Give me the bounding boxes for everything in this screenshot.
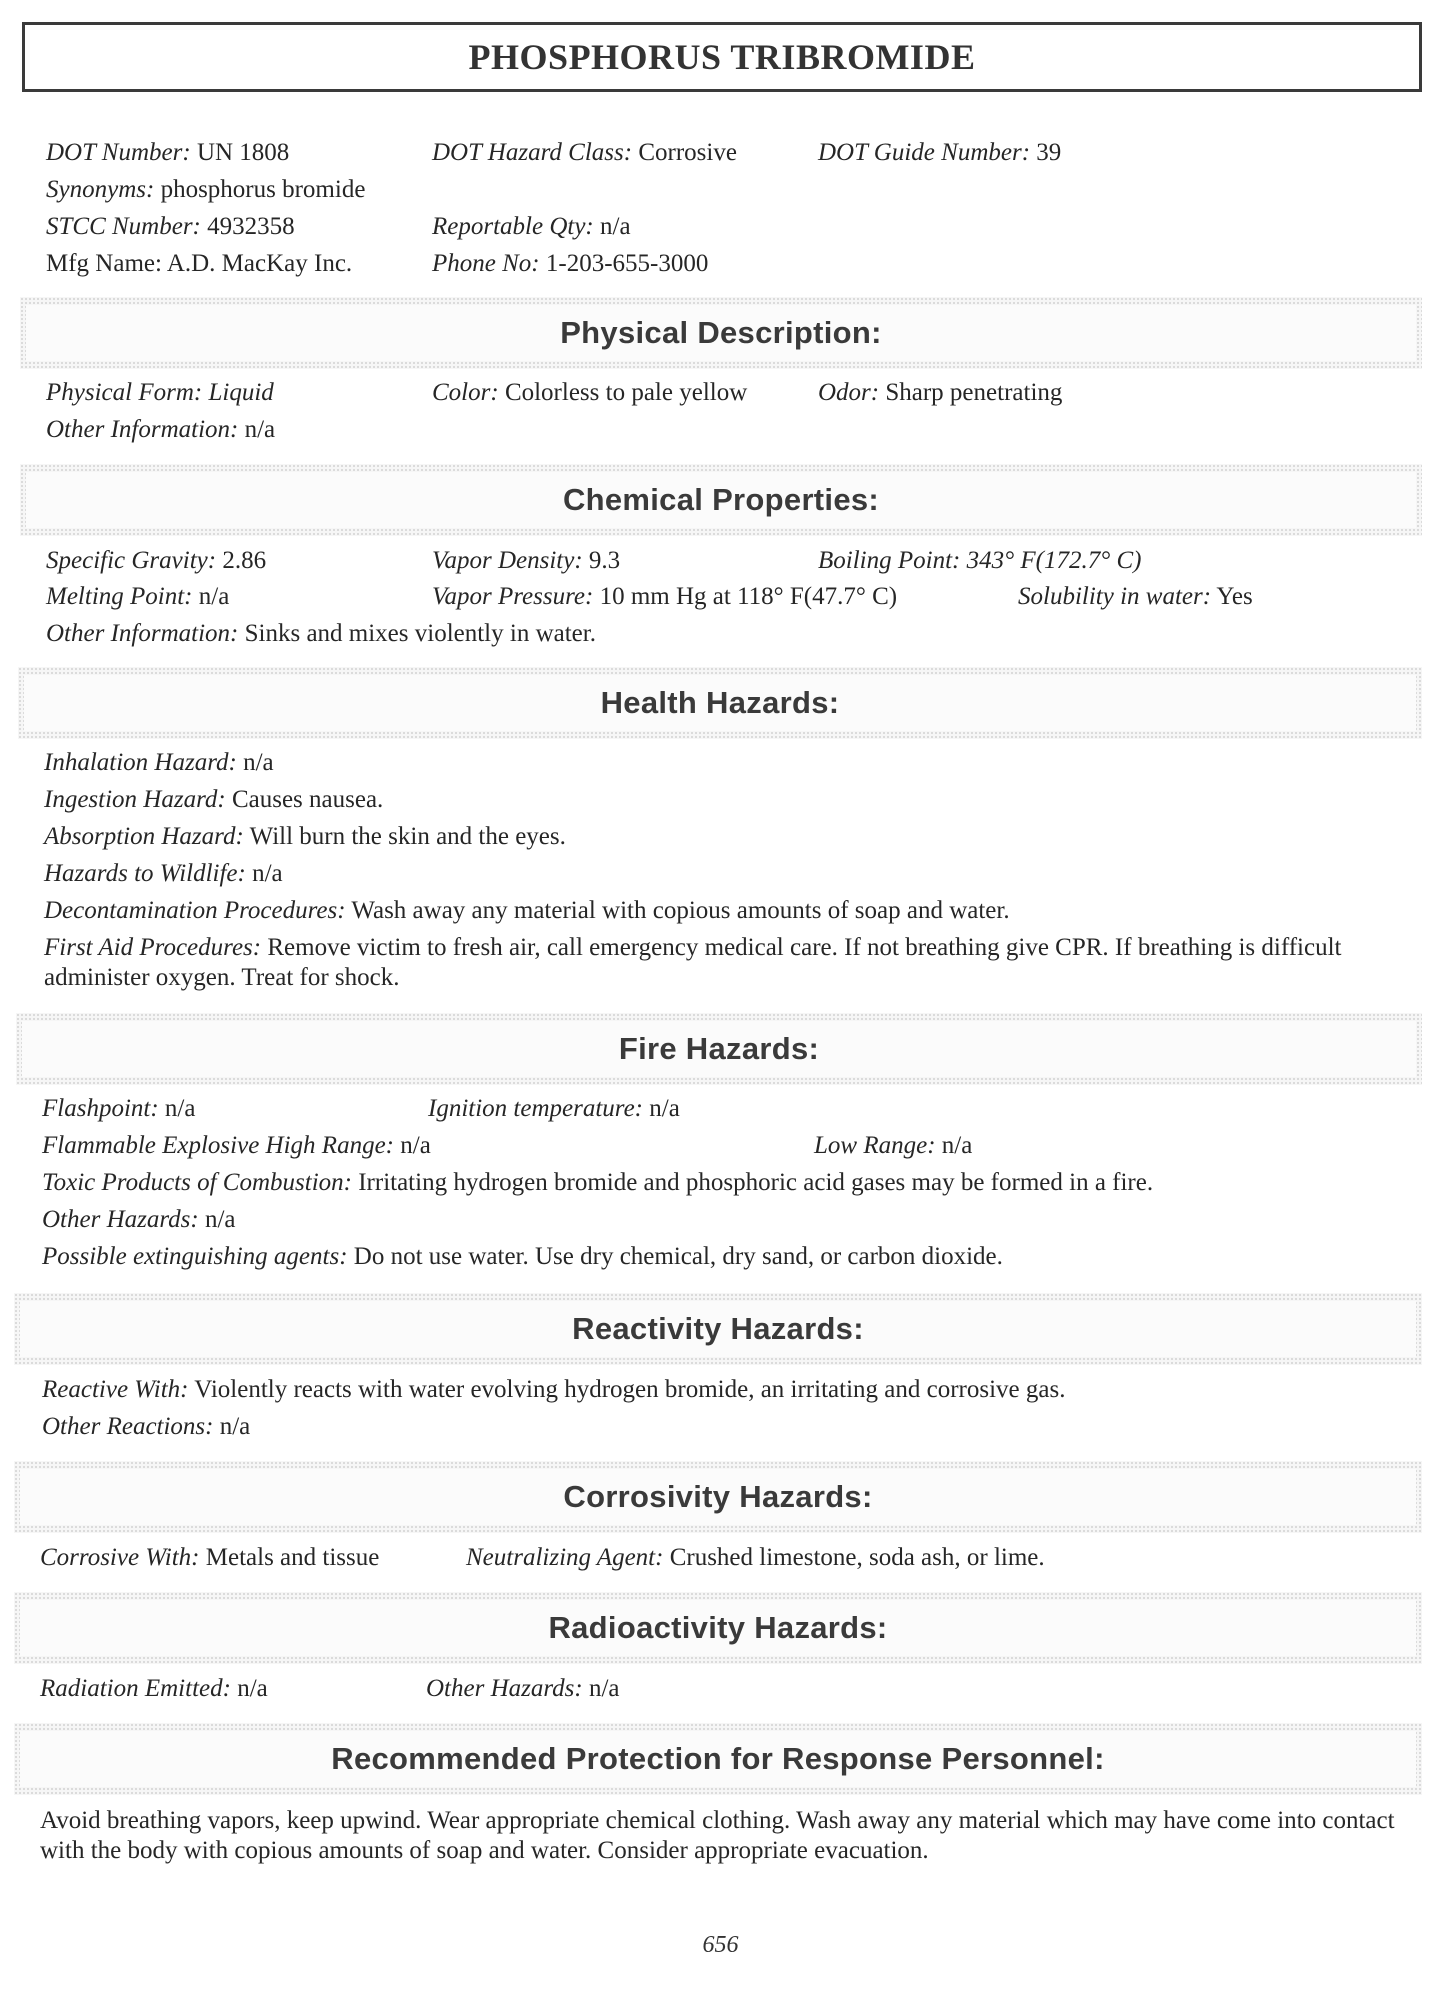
corrosive-with-field <box>40 1543 379 1573</box>
field-label: Other Hazards: <box>42 1206 199 1233</box>
field-label: Physical Form: <box>46 379 203 406</box>
field-label: Neutralizing Agent: <box>466 1544 664 1571</box>
field-value: Remove victim to fresh air, call emergency medical care. If not breathing give CPR. If breathing is difficult administer oxygen. Treat for shock. <box>44 934 1342 991</box>
radioactivity-other-field <box>426 1674 620 1704</box>
mfg-name-field <box>46 249 352 279</box>
field-label: Ignition temperature: <box>428 1095 644 1122</box>
field-value: n/a <box>164 1095 196 1122</box>
field-label: Low Range: <box>814 1132 936 1159</box>
vapor-pressure-field <box>432 582 897 612</box>
flashpoint-field <box>42 1094 195 1124</box>
section-heading: Chemical Properties: <box>562 482 880 517</box>
wildlife-field <box>44 859 283 889</box>
field-value: Crushed limestone, soda ash, or lime. <box>669 1544 1045 1571</box>
field-label: Phone No: <box>432 250 540 277</box>
inhalation-field <box>44 748 274 778</box>
melting-point-field <box>46 582 229 612</box>
field-value: Do not use water. Use dry chemical, dry sand, or carbon dioxide. <box>353 1243 1003 1270</box>
field-value: Sharp penetrating <box>885 379 1063 406</box>
color-field <box>432 378 747 408</box>
section-band-health <box>18 667 1422 739</box>
field-value: UN 1808 <box>196 139 290 166</box>
field-label: Boiling Point: <box>818 547 961 574</box>
specific-gravity-field <box>46 546 266 576</box>
field-label: Radiation Emitted: <box>40 1675 231 1702</box>
low-range-field <box>814 1131 972 1161</box>
field-label: Hazards to Wildlife: <box>44 860 246 887</box>
field-label: Mfg Name: <box>46 250 162 277</box>
field-label: Solubility in water: <box>1018 583 1212 610</box>
field-value: Yes <box>1216 583 1253 610</box>
page-title: PHOSPHORUS TRIBROMIDE <box>468 37 976 77</box>
section-heading: Recommended Protection for Response Personnel: <box>331 1741 1105 1776</box>
field-label: Other Hazards: <box>426 1675 583 1702</box>
field-value: n/a <box>204 1206 236 1233</box>
protection-text: Avoid breathing vapors, keep upwind. Wear appropriate chemical clothing. Wash away any material which may have come into contact with the body with copious amounts of soap and water. Consider appropriate evacuation. <box>40 1807 1395 1864</box>
field-value: n/a <box>244 416 276 443</box>
first-aid-field <box>44 933 1404 993</box>
field-value: 343° F(172.7° C) <box>966 547 1142 574</box>
section-band-corrosivity <box>14 1461 1422 1533</box>
field-value: n/a <box>588 1675 620 1702</box>
field-value: n/a <box>237 1675 268 1702</box>
field-label: Reactive With: <box>42 1376 189 1403</box>
field-label: Synonyms: <box>46 176 155 203</box>
physical-form-field <box>46 378 274 408</box>
chemical-other-field <box>46 619 596 649</box>
field-value: n/a <box>941 1132 973 1159</box>
section-band-fire <box>16 1013 1422 1085</box>
boiling-point-field <box>818 546 1141 576</box>
dot-guide-number-field <box>818 138 1061 168</box>
odor-field <box>818 378 1062 408</box>
stcc-number-field <box>46 212 295 242</box>
section-band-chemical <box>20 464 1422 536</box>
field-label: Specific Gravity: <box>46 547 217 574</box>
field-label: Other Information: <box>46 620 239 647</box>
field-label: Decontamination Procedures: <box>44 897 346 924</box>
field-value: n/a <box>400 1132 431 1159</box>
section-heading: Fire Hazards: <box>618 1031 820 1066</box>
field-value: Colorless to pale yellow <box>504 379 748 406</box>
field-label: Other Reactions: <box>42 1413 214 1440</box>
decontamination-field <box>44 896 1010 926</box>
section-band-protection <box>14 1723 1422 1795</box>
field-label: Other Information: <box>46 416 239 443</box>
title-box <box>22 22 1422 92</box>
field-label: DOT Hazard Class: <box>432 139 633 166</box>
section-heading: Physical Description: <box>560 315 882 350</box>
ignition-temperature-field <box>428 1094 680 1124</box>
field-value: Causes nausea. <box>231 786 384 813</box>
section-heading: Health Hazards: <box>600 685 840 720</box>
field-value: 4932358 <box>207 213 295 240</box>
radiation-emitted-field <box>40 1674 268 1704</box>
section-heading: Radioactivity Hazards: <box>548 1610 888 1645</box>
dot-number-field <box>46 138 289 168</box>
field-value: n/a <box>252 860 283 887</box>
field-value: Corrosive <box>638 139 737 166</box>
field-value: n/a <box>243 749 274 776</box>
section-band-radioactivity <box>14 1592 1422 1664</box>
other-reactions-field <box>42 1412 250 1442</box>
absorption-field <box>44 822 566 852</box>
field-value: Liquid <box>208 379 274 406</box>
neutralizing-agent-field <box>466 1543 1045 1573</box>
field-value: 9.3 <box>588 547 621 574</box>
field-label: STCC Number: <box>46 213 201 240</box>
field-label: Vapor Density: <box>432 547 583 574</box>
field-label: Vapor Pressure: <box>432 583 594 610</box>
section-band-physical <box>20 297 1422 369</box>
field-label: Toxic Products of Combustion: <box>42 1169 352 1196</box>
field-label: Color: <box>432 379 499 406</box>
dot-hazard-class-field <box>432 138 737 168</box>
field-label: Ingestion Hazard: <box>44 786 226 813</box>
page-number: 656 <box>702 1932 739 1958</box>
field-value: phosphorus bromide <box>160 176 366 203</box>
field-value: n/a <box>600 213 631 240</box>
field-value: 39 <box>1036 139 1062 166</box>
field-value: A.D. MacKay Inc. <box>166 250 353 277</box>
phone-no-field <box>432 249 708 279</box>
field-label: Flashpoint: <box>42 1095 159 1122</box>
ingestion-field <box>44 785 383 815</box>
field-value: Sinks and mixes violently in water. <box>244 620 596 647</box>
vapor-density-field <box>432 546 620 576</box>
field-label: Corrosive With: <box>40 1544 200 1571</box>
field-value: Irritating hydrogen bromide and phosphoric acid gases may be formed in a fire. <box>358 1169 1154 1196</box>
field-label: Flammable Explosive High Range: <box>42 1132 394 1159</box>
physical-other-field <box>46 415 275 445</box>
high-range-field <box>42 1131 431 1161</box>
reactive-with-field <box>42 1375 1065 1405</box>
synonyms-field <box>46 175 365 205</box>
fire-other-hazards-field <box>42 1205 236 1235</box>
field-label: First Aid Procedures: <box>44 934 262 961</box>
extinguishing-agents-field <box>42 1242 1003 1272</box>
field-value: 2.86 <box>222 547 267 574</box>
field-label: Inhalation Hazard: <box>44 749 237 776</box>
field-label: Melting Point: <box>46 583 193 610</box>
field-value: n/a <box>649 1095 680 1122</box>
field-value: Violently reacts with water evolving hydrogen bromide, an irritating and corrosive gas. <box>194 1376 1066 1403</box>
field-label: Possible extinguishing agents: <box>42 1243 348 1270</box>
field-value: Wash away any material with copious amounts of soap and water. <box>351 897 1010 924</box>
section-heading: Reactivity Hazards: <box>572 1311 864 1346</box>
solubility-field <box>1018 582 1253 612</box>
field-label: DOT Guide Number: <box>818 139 1031 166</box>
field-value: n/a <box>198 583 230 610</box>
field-value: 10 mm Hg at 118° F(47.7° C) <box>599 583 898 610</box>
field-label: Absorption Hazard: <box>44 823 244 850</box>
field-label: Reportable Qty: <box>432 213 594 240</box>
field-value: 1-203-655-3000 <box>545 250 709 277</box>
field-value: Metals and tissue <box>205 1544 380 1571</box>
field-value: Will burn the skin and the eyes. <box>249 823 566 850</box>
toxic-products-field <box>42 1168 1153 1198</box>
field-label: Odor: <box>818 379 880 406</box>
field-value: n/a <box>219 1413 251 1440</box>
section-heading: Corrosivity Hazards: <box>563 1479 873 1514</box>
field-label: DOT Number: <box>46 139 191 166</box>
section-band-reactivity <box>14 1293 1422 1365</box>
reportable-qty-field <box>432 212 631 242</box>
